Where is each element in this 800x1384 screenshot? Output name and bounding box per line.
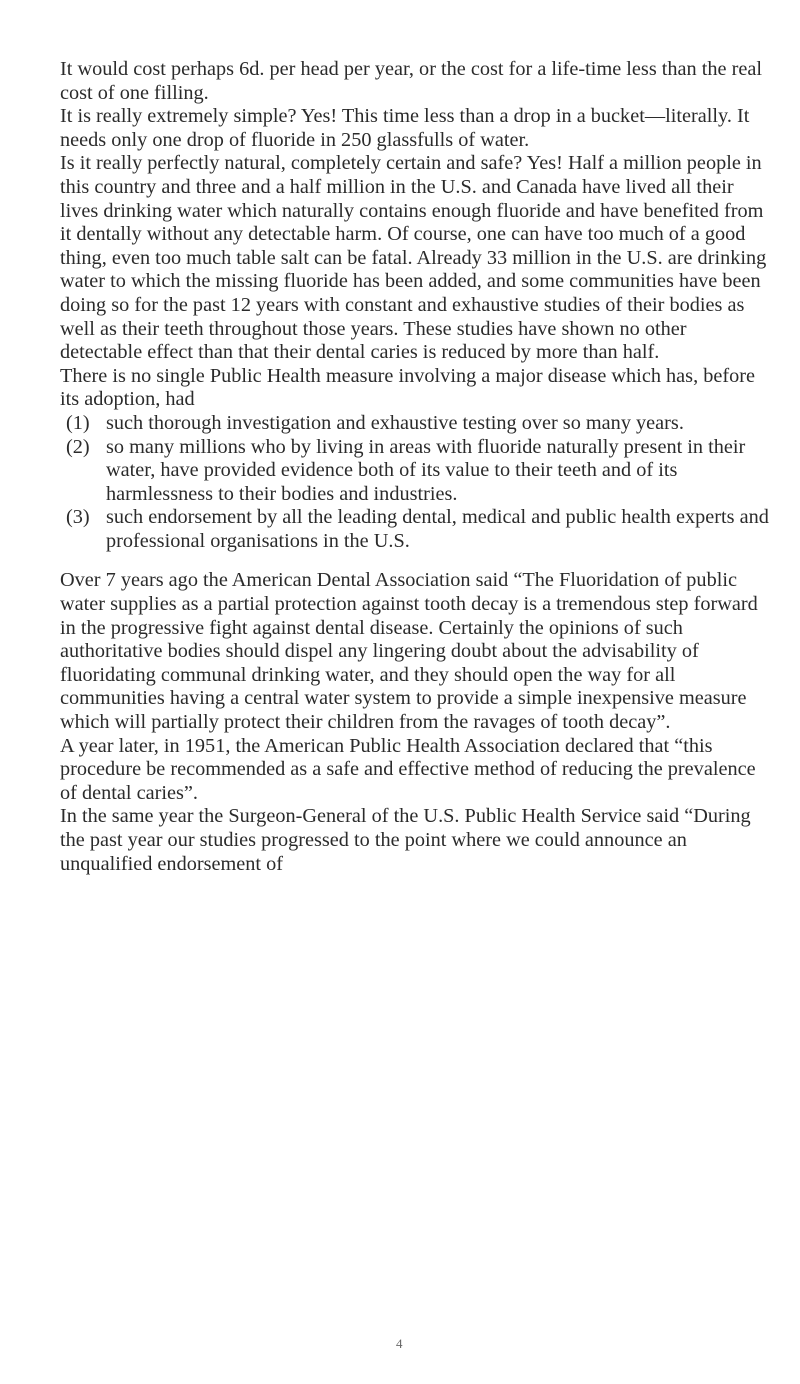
- document-page: [60, 58, 770, 876]
- list-number: (2): [66, 435, 90, 458]
- list-item: [60, 436, 770, 507]
- paragraph: There is no single Public Health measure involving a major disease which has, before its adoption, had: [60, 364, 755, 411]
- page-number: 4: [396, 1336, 403, 1351]
- paragraph: Over 7 years ago the American Dental Association said “The Fluoridation of public water supplies as a partial protection against tooth decay is a tremendous step forward in the progressive fight against dental disease. Certainly the opinions of such authoritative bodies should dispel any lingering doubt about the advisability of fluoridating communal drinking water, and they should open the way for all communities having a central water system to provide a simple inexpensive measure which will partially protect their children from the ravages of tooth decay”.: [60, 569, 758, 734]
- list-text: such thorough investigation and exhaustive testing over so many years.: [106, 411, 684, 434]
- list-text: such endorsement by all the leading dental, medical and public health experts and professional organisations in the U.S.: [106, 506, 769, 552]
- paragraph: It would cost perhaps 6d. per head per year, or the cost for a life-time less than the real cost of one filling.: [60, 58, 763, 104]
- list-item: [60, 412, 770, 436]
- list-item: [60, 506, 770, 553]
- list-number: (1): [66, 411, 90, 434]
- paragraph: In the same year the Surgeon-General of the U.S. Public Health Service said “During the past year our studies progressed to the point where we could announce an unqualified endorsement of: [60, 805, 751, 875]
- paragraph: Is it really perfectly natural, completely certain and safe? Yes! Half a million people in this country and three and a half million in the U.S. and Canada have lived all their lives drinking water which naturally contains enough fluoride and have benefited from it dentally without any detectable harm. Of course, one can have too much of a good thing, even too much table salt can be fatal. Already 33 million in the U.S. are drinking water to which the missing fluoride has been added, and some communities have been doing so for the past 12 years with constant and exhaustive studies of their bodies as well as their teeth throughout those years. These studies have shown no other detectable effect than that their dental caries is reduced by more than half.: [60, 152, 767, 364]
- numbered-list: [60, 412, 770, 554]
- paragraph: A year later, in 1951, the American Public Health Association declared that “this procedure be recommended as a safe and effective method of reducing the prevalence of dental caries”.: [60, 734, 756, 804]
- list-number: (3): [66, 506, 90, 529]
- section-gap: [60, 553, 770, 569]
- paragraph: It is really extremely simple? Yes! This time less than a drop in a bucket—literally. It needs only one drop of fluoride in 250 glassfulls of water.: [60, 105, 750, 151]
- list-text: so many millions who by living in areas with fluoride naturally present in their water, have provided evidence both of its value to their teeth and of its harmlessness to their bodies and industries.: [106, 435, 746, 505]
